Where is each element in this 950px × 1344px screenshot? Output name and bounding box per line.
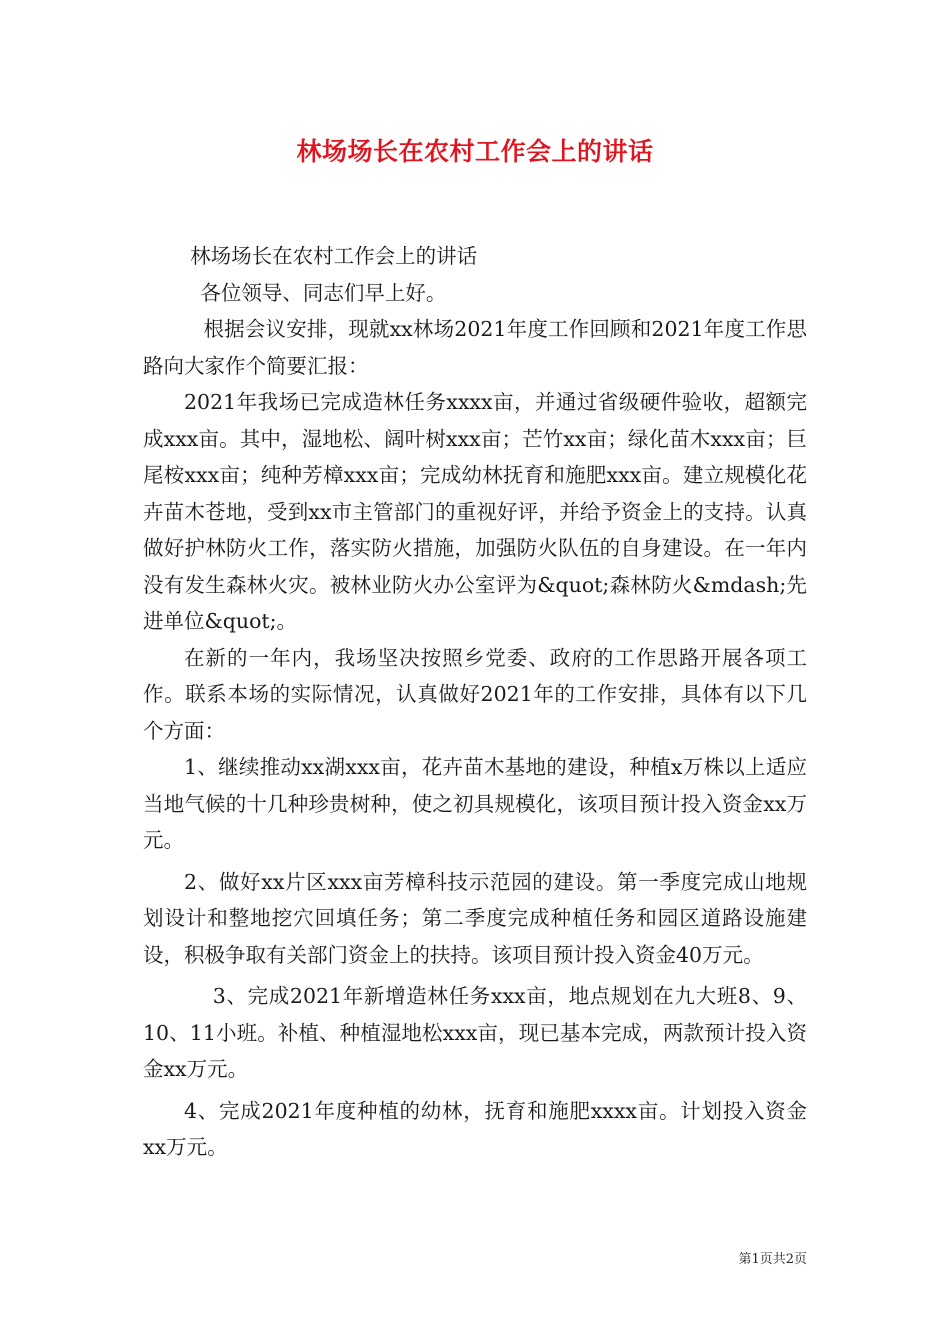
- intro-paragraph: 根据会议安排，现就xx林场2021年度工作回顾和2021年度工作思路向大家作个简要汇报：: [143, 317, 807, 378]
- page-number: 第1页共2页: [738, 1252, 807, 1267]
- document-title: 林场场长在农村工作会上的讲话: [296, 137, 654, 166]
- plan-intro-paragraph: 在新的一年内，我场坚决按照乡党委、政府的工作思路开展各项工作。联系本场的实际情况，认真做好2021年的工作安排，具体有以下几个方面：: [143, 645, 807, 743]
- plan-item-4: 4、完成2021年度种植的幼林，抚育和施肥xxxx亩。计划投入资金xx万元。: [143, 1098, 807, 1159]
- review-paragraph: 2021年我场已完成造林任务xxxx亩，并通过省级硬件验收，超额完成xxx亩。其中，湿地松、阔叶树xxx亩；芒竹xx亩；绿化苗木xxx亩；巨尾桉xxx亩；纯种芳樟xxx亩；完成幼林抚育和施肥xxx亩。建立规模化花卉苗木苍地，受到xx市主管部门的重视好评，并给予资金上的支持。认真做好护林防火工作，落实防火措施，加强防火队伍的自身建设。在一年内没有发生森林火灾。被林业防火办公室评为&quot;森林防火&mdash;先进单位&quot;。: [143, 390, 807, 633]
- plan-item-3: 3、完成2021年新增造林任务xxx亩，地点规划在九大班8、9、10、11小班。补植、种植湿地松xxx亩，现已基本完成，两款预计投入资金xx万元。: [143, 984, 807, 1081]
- document-body: [143, 238, 807, 1166]
- greeting-paragraph: 各位领导、同志们早上好。: [200, 280, 447, 305]
- plan-item-1: 1、继续推动xx湖xxx亩，花卉苗木基地的建设，种植x万株以上适应当地气候的十几种珍贵树种，使之初具规模化，该项目预计投入资金xx万元。: [143, 755, 807, 852]
- plan-item-2: 2、做好xx片区xxx亩芳樟科技示范园的建设。第一季度完成山地规划设计和整地挖穴回填任务；第二季度完成种植任务和园区道路设施建设，积极争取有关部门资金上的扶持。该项目预计投入资金40万元。: [143, 869, 807, 967]
- body-subtitle: 林场场长在农村工作会上的讲话: [190, 244, 478, 268]
